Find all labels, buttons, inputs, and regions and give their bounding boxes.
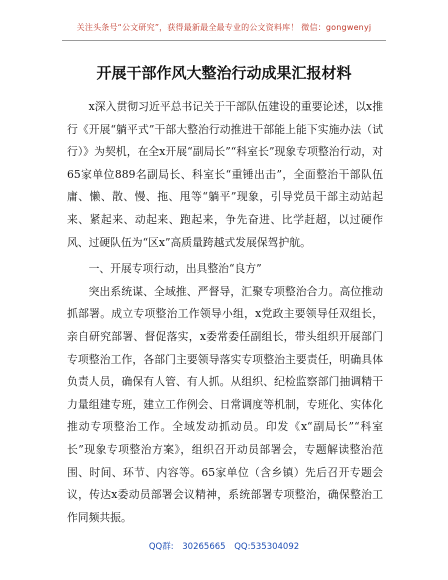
header-divider xyxy=(62,40,386,41)
section-heading: 一、开展专项行动，出具整治“良方” xyxy=(88,262,262,276)
document-body xyxy=(67,96,383,529)
intro-paragraph: x深入贯彻习近平总书记关于干部队伍建设的重要论述，以x推行《开展“躺平式”干部大整治行动推进干部能上能下实施办法（试行）》为契机，在全x开展“副局长”“科室长”现象专项整治行动，对65家单位889名副局长、科室长“重锤出击”，全面整治干部队伍庸、懒、散、慢、拖、甩等“躺平”现象，引导党员干部主动站起来、紧起来、动起来、跑起来，争先奋进、比学赶超，以过硬作风、过硬队伍为“区x”高质量跨越式发展保驾护航。 xyxy=(67,100,383,249)
footer-contact: QQ群: 30265665 QQ:535304092 xyxy=(148,542,300,552)
document-title: 开展干部作风大整治行动成果汇报材料 xyxy=(96,64,352,82)
section-paragraph: 突出系统谋、全域推、严督导，汇聚专项整治合力。高位推动抓部署。成立专项整治工作领导小组，x党政主要领导任双组长，亲自研究部署、督促落实，x委常委任副组长，带头组织开展部门专项整治工作，各部门主要领导落实专项整治主要责任，明确具体负责人员，确保有人管、有人抓。从组织、纪检监察部门抽调精干力量组建专班，建立工作例会、日常调度等机制，专班化、实体化推动专项整治工作。全域发动抓动员。印发《x“副局长”“科室长”现象专项整治方案》，组织召开动员部署会，专题解读整治范围、时间、环节、内容等。65家单位（含乡镇）先后召开专题会议，传达x委动员部署会议精神，系统部署专项整治，确保整治工作同频共振。 xyxy=(67,284,383,524)
header-note: 关注头条号“公文研究”，获得最新最全最专业的公文资料库！ 微信：gongwenyj xyxy=(76,23,372,32)
